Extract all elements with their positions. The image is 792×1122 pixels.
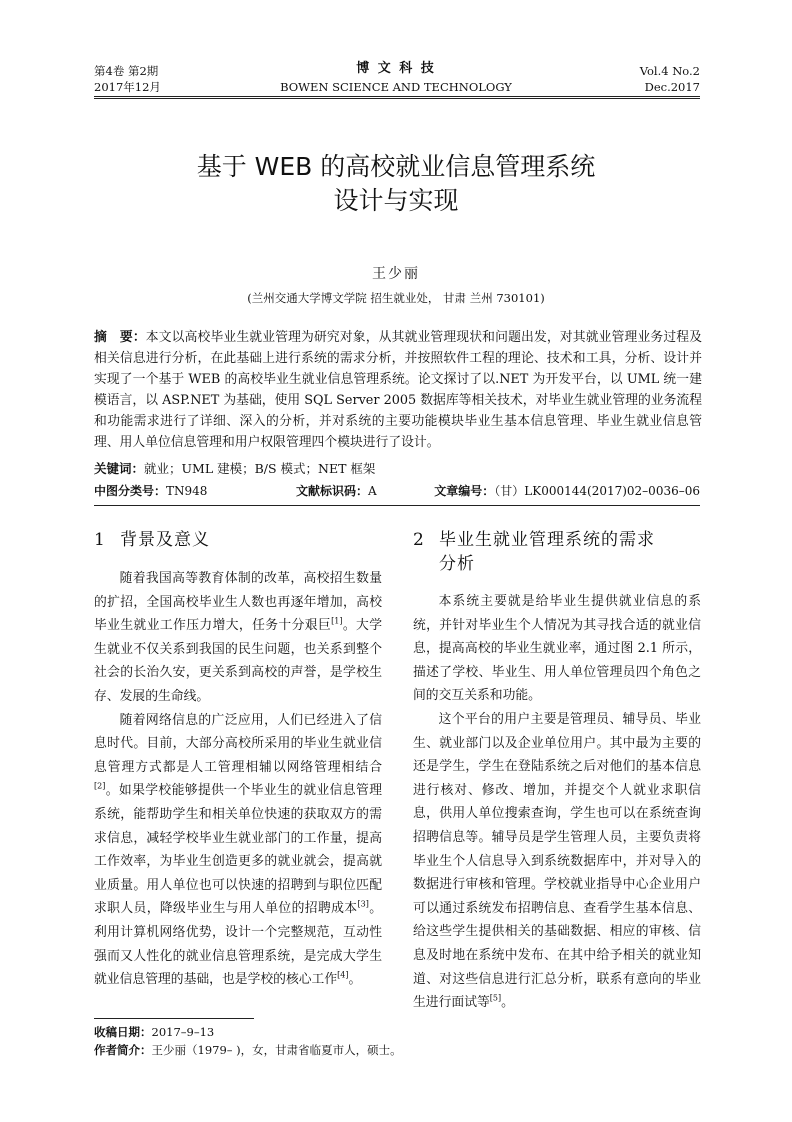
volume-issue-en: Vol.4 No.2 [639,64,700,78]
paper-title-line1: 基于 WEB 的高校就业信息管理系统 [196,152,596,181]
received-value: 2017–9–13 [151,1025,215,1039]
citation-ref: [4] [337,970,349,980]
author-name: 王少丽 [372,266,420,282]
header-rule [94,96,700,97]
section-2-paragraph-1: 本系统主要就是给毕业生提供就业信息的系统，并针对毕业生个人情况为其寻找合适的就业信息，提高高校的毕业生就业率，通过图 2.1 所示，描述了学校、毕业生、用人单位管理员四个角色之间的交互关系和功能。 [413,594,701,704]
author-affiliation: (兰州交通大学博文学院 招生就业处， 甘肃 兰州 730101) [247,291,545,305]
citation-ref: [1] [331,616,343,626]
article-number-label: 文章编号： [434,484,495,498]
section-2-title-line2: 分析 [439,554,475,574]
doc-code-label: 文献标识码： [296,484,369,498]
section-1-paragraph-2 [94,709,382,992]
issue-date: 2017年12月 [94,80,161,94]
abstract-text: 本文以高校毕业生就业管理为研究对象，从其就业管理现状和问题出发，对其就业管理业务过程及相关信息进行分析，在此基础上进行系统的需求分析，并按照软件工程的理论、技术和工具，分析、设计并实现了一个基于 WEB 的高校毕业生就业信息管理系统。论文探讨了以.NET 为开发平台，以 UML 统一建模语言，以 ASP.NET 为基础，使用 SQL Server 2005 数据库等相关技术，对毕业生就业管理的业务流程和功能需求进行了详细、深入的分析，并对系统的主要功能模块毕业生基本信息管理、毕业生就业信息管理、用人单位信息管理和用户权限管理四个模块进行了设计。 [94,330,703,450]
abstract [94,327,702,453]
volume-issue: 第4卷 第2期 [94,64,159,78]
journal-name-cn: 博 文 科 技 [356,61,436,76]
keywords-label: 关键词： [94,461,145,476]
abstract-rule [94,505,700,506]
paragraph-text: 随着我国高等教育体制的改革，高校招生数量的扩招，全国高校毕业生人数也再逐年增加，高校毕业生就业工作压力增大，任务十分艰巨 [94,571,382,634]
section-1-paragraph-1 [94,567,382,709]
author-bio-value: 王少丽（1979– )，女，甘肃省临夏市人，硕士。 [151,1043,402,1057]
section-1-number: 1 [94,530,106,550]
document-code [296,481,377,501]
doc-code-value: A [368,484,377,498]
article-number-value: （甘）LK000144(2017)02–0036–06 [494,484,700,498]
paragraph-text: 这个平台的用户主要是管理员、辅导员、毕业生、就业部门以及企业单位用户。其中最为主要的还是学生，学生在登陆系统之后对他们的基本信息进行核对、修改、增加，并提交个人就业求职信息，供用人单位搜索查询，学生也可以在系统查询招聘信息等。辅导员是学生管理人员，主要负责将毕业生个人信息导入到系统数据库中，并对导入的数据进行审核和管理。学校就业指导中心企业用户可以通过系统发布招聘信息、查看学生基本信息、给这些学生提供相关的基础数据、相应的审核、信息及时地在系统中发布、在其中给予相关的就业知道、对这些信息进行汇总分析，联系有意向的毕业生进行面试等 [413,711,701,1011]
footnote-rule [94,1018,254,1019]
paragraph-text: 。大学生就业不仅关系到我国的民生问题，也关系到整个社会的长治久安，更关系到高校的声誉，是学校生存、发展的生命线。 [94,618,383,704]
abstract-label: 摘 要： [94,330,146,345]
section-1-title: 背景及意义 [120,530,210,550]
paragraph-text: 。 [501,995,514,1011]
citation-ref: [3] [357,900,369,910]
received-date [94,1024,214,1040]
paper-title [0,150,792,218]
citation-ref: [5] [489,993,502,1003]
author-bio [94,1042,402,1058]
keywords [94,459,375,479]
clc-number [94,481,207,501]
paper-title-line2: 设计与实现 [333,186,459,215]
citation-ref: [2] [94,782,106,792]
paragraph-text: 随着网络信息的广泛应用，人们已经进入了信息时代。目前，大部分高校所采用的毕业生就业信息管理方式都是人工管理相辅以网络管理相结合 [94,712,382,775]
article-number [434,481,700,501]
received-label: 收稿日期： [94,1025,152,1039]
paragraph-text: 。如果学校能够提供一个毕业生的就业信息管理系统，能帮助学生和相关单位快速的获取双方的需求信息，减轻学校毕业生就业部门的工作量，提高工作效率，为毕业生创造更多的就业就会，提高就业质量。用人单位也可以快速的招聘到与职位匹配求职人员，降级毕业生与用人单位的招聘成本 [94,783,382,917]
section-2-title-line1: 毕业生就业管理系统的需求 [439,530,655,550]
section-2-number: 2 [413,530,425,550]
header-rule-2 [94,98,700,99]
section-2-heading [413,528,703,576]
clc-value: TN948 [166,484,208,498]
keywords-text: 就业；UML 建模；B/S 模式；NET 框架 [144,461,376,476]
journal-name-en: BOWEN SCIENCE AND TECHNOLOGY [280,80,512,94]
paragraph-text: 。利用计算机网络优势，设计一个完整规范，互动性强而又人性化的就业信息管理系统，是完成大学生就业信息管理的基础，也是学校的核心工作 [94,901,383,988]
author-bio-label: 作者简介： [94,1043,152,1057]
section-2-paragraph-2 [413,708,701,1015]
clc-label: 中图分类号： [94,484,167,498]
section-1-body [94,567,382,992]
paragraph-text: 。 [348,972,362,988]
issue-date-en: Dec.2017 [644,80,700,94]
section-2-body [413,590,701,1015]
section-1-heading [94,528,210,552]
